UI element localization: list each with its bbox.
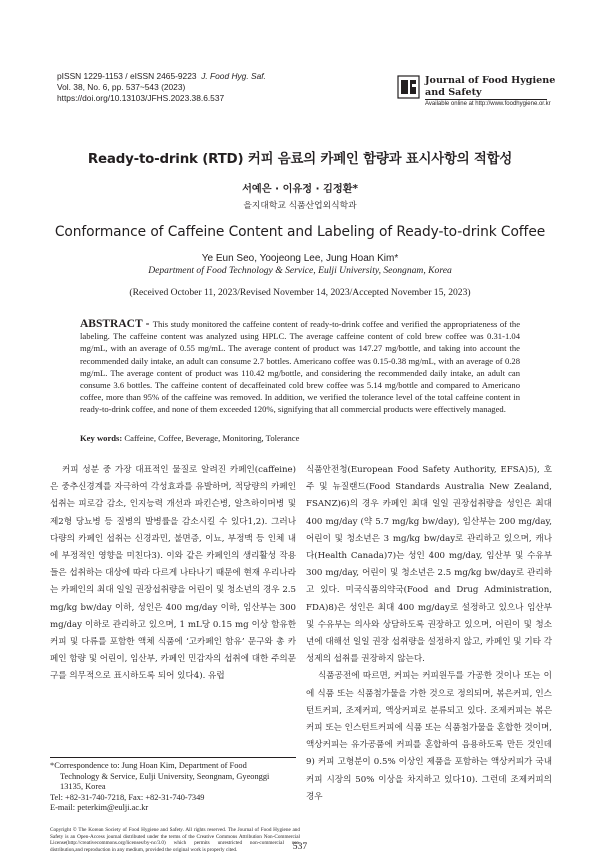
copyright-notice: Copyright © The Korean Society of Food Hygiene and Safety. All rights reserved. The Journal of Food Hygiene and Safety is an Open-Access journal distributed under the terms of the Creative Commons Attribution Non-Commercial License(http://creativecommons.org/licenses/by-nc/3.0) which permits unrestricted non-commercial use, distribution,and reproduction in any medium, provided the original work is properly cited. — [50, 827, 300, 853]
korean-authors: 서예은 · 이유정 · 김정환* — [242, 184, 358, 195]
korean-affiliation: 을지대학교 식품산업외식학과 — [243, 201, 357, 211]
body-column-left — [50, 462, 296, 686]
issn-line: pISSN 1229-1153 / eISSN 2465-9223 — [57, 71, 197, 81]
body-paragraph: 식품공전에 따르면, 커피는 커피원두를 가공한 것이나 또는 이에 식품 또는 식품첨가물을 가한 것으로 정의되며, 볶은커피, 인스턴트커피, 조제커피, 액상커피로 분류되고 있다. 조제커피는 볶은커피 또는 인스턴트커피에 식품 또는 식품첨가물을 혼합한 것이며, 액상커피는 유가공품에 커피를 혼합하여 음용하도록 만든 것인데9) 커피 고형분이 0.5% 이상인 제품을 포함하는 액상커피가 국내 커피 시장의 50% 이상을 차지하고 있다10). 그런데 조제커피의 경우 — [306, 671, 552, 802]
page-number: 537 — [292, 841, 308, 852]
journal-abbrev: J. Food Hyg. Saf. — [201, 71, 266, 81]
email-link[interactable]: E-mail: peterkim@eulji.ac.kr — [50, 803, 149, 813]
keywords-text: Caffeine, Coffee, Beverage, Monitoring, Tolerance — [122, 433, 300, 443]
footnote-divider — [50, 757, 296, 758]
body-column-right — [306, 462, 552, 806]
journal-logo-icon — [397, 75, 420, 99]
received-dates: (Received October 11, 2023/Revised November 14, 2023/Accepted November 15, 2023) — [129, 287, 471, 298]
keywords — [80, 433, 520, 443]
keywords-label: Key words: — [80, 433, 123, 443]
journal-url[interactable]: Available online at http://www.foodhygiene.or.kr — [425, 101, 551, 107]
abstract-label: ABSTRACT - — [80, 318, 153, 330]
english-affiliation: Department of Food Technology & Service, Eulji University, Seongnam, Korea — [148, 265, 452, 276]
abstract — [80, 318, 520, 416]
english-title: Conformance of Caffeine Content and Labeling of Ready-to-drink Coffee — [54, 224, 546, 240]
body-paragraph: 커피 성분 중 가장 대표적인 물질로 알려진 카페인(caffeine)은 중추신경계를 자극하여 각성효과를 유발하며, 적당량의 카페인 섭취는 피로감 감소, 인지능력 개선과 파킨슨병, 알츠하이머병 및 제2형 당뇨병 등 질병의 발병률을 감소시킬 수 있다1,2). 그러나 다량의 카페인 섭취는 신경과민, 불면증, 이뇨, 부정맥 등 인체 내에 부정적인 영향을 미친다3). 이와 같은 카페인의 생리활성 작용들은 섭취하는 대상에 따라 다르게 나타나기 때문에 현재 우리나라는 카페인의 최대 일일 권장섭취량을 어린이 및 청소년의 경우 2.5 mg/kg bw/day 이하, 성인은 400 mg/day 이하, 임산부는 300 mg/day 이하로 관리하고 있으며, 1 mL당 0.15 mg 이상 함유한 커피 및 다류를 포함한 액체 식품에 ‘고카페인 함유’ 문구와 총 카페인 함량 및 어린이, 임산부, 카페인 민감자의 섭취에 대한 주의문구를 의무적으로 표시하도록 되어 있다4). 유럽 — [50, 465, 296, 682]
correspondence-footnote: *Correspondence to: Jung Hoan Kim, Department of Food Technology & Service, Eulji University, Seongnam, Gyeonggi 13135, Korea Tel: +82-31-740-7218, Fax: +82-31-740-7349 E-mail: peterkim@eulji.ac.kr — [50, 761, 300, 814]
volume-line: Vol. 38, No. 6, pp. 537~543 (2023) — [57, 82, 186, 93]
journal-name: Journal of Food Hygiene and Safety — [425, 75, 556, 98]
journal-name-rule — [425, 99, 547, 100]
korean-title: Ready-to-drink (RTD) 커피 음료의 카페인 함량과 표시사항의 적합성 — [87, 152, 513, 167]
journal-header-info — [57, 71, 266, 105]
body-paragraph: 식품안전청(European Food Safety Authority, EFSA)5), 호주 및 뉴질랜드(Food Standards Australia New Zealand, FSANZ)6)의 경우 카페인 최대 일일 권장섭취량을 성인은 최대 400 mg/day (약 5.7 mg/kg bw/day), 임산부는 200 mg/day, 어린이 및 청소년은 3 mg/kg bw/day로 관리하고 있으며, 캐나다(Health Canada)7)는 성인 400 mg/day, 임산부 및 수유부 300 mg/day, 어린이 및 청소년은 2.5 mg/kg bw/day로 관리하고 있다. 미국식품의약국(Food and Drug Administration, FDA)8)은 성인은 최대 400 mg/day로 설정하고 있으나 임산부 및 수유부는 의사와 상담하도록 권장하고 있으며, 어린이 및 청소년에 대해선 일일 권장 섭취량을 설정하지 않고, 카페인 및 기타 각성제의 섭취를 권장하지 않는다. — [306, 465, 552, 665]
abstract-text: This study monitored the caffeine content of ready-to-drink coffee and verified the appropriateness of the labeling. The caffeine content was analyzed using HPLC. The average caffeine content of cold brew coffee was 0.31-1.04 mg/mL, with an average of 0.55 mg/mL. The average content of product was 147.27 mg/bottle, and taking into account the recommended daily intake, an adult can consume 2.7 bottles. Americano coffee was 0.15-0.38 mg/mL, with an average of 0.28 mg/mL. The average content of product was 110.42 mg/bottle, and considering the recommended daily intake, an adult can consume 3.6 bottles. The caffeine content of decaffeinated cold brew coffee was 5.14 mg/bottle and compared to Americano coffee, more than 95% of the caffeine was removed. In addition, we verified the tolerance level of the total caffeine content in ready-to-drink coffee, and none of them exceeded 120%, signifying that all commercial products were effectively managed. — [80, 319, 521, 415]
english-authors: Ye Eun Seo, Yoojeong Lee, Jung Hoan Kim* — [201, 253, 399, 264]
doi-link[interactable]: https://doi.org/10.13103/JFHS.2023.38.6.537 — [57, 93, 225, 104]
